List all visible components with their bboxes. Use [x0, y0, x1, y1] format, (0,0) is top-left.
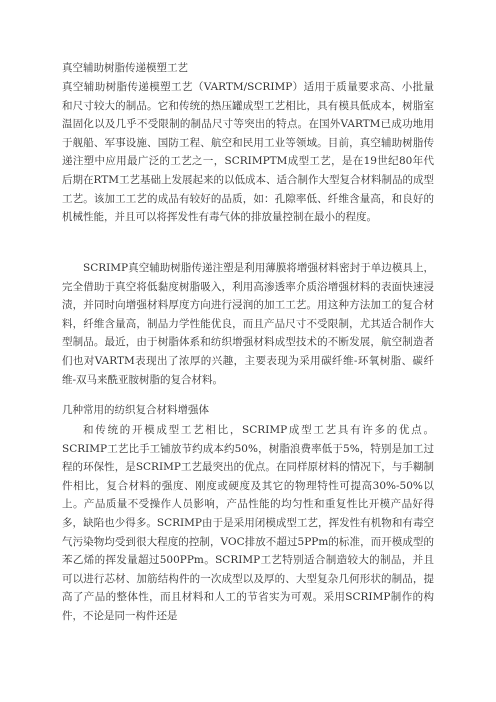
paragraph-3: 和传统的开模成型工艺相比，SCRIMP成型工艺具有许多的优点。SCRIMP工艺比手工铺放节约成本约50%，树脂浪费率低于5%，特别是加工过程的环保性，是SCRIMP工艺最突出的优点。在同样原材料的情况下，与手糊制件相比，复合材料的强度、刚度或硬度及其它的物理特性可提高30%-50%以上。产品质量不受操作人员影响，产品性能的均匀性和重复性比开模产品好得多，缺陷也少得多。SCRIMP由于是采用闭模成型工艺，挥发性有机物和有毒空气污染物均受到很大程度的控制，VOC排放不超过5PPm的标准，而开模成型的苯乙烯的挥发量超过500PPm。SCRIMP工艺特别适合制造较大的制品，并且可以进行芯材、加筋结构件的一次成型以及厚的、大型复杂几何形状的制品，提高了产品的整体性，而且材料和人工的节省实为可观。采用SCRIMP制作的构件，不论是同一构件还是 — [62, 424, 434, 622]
paragraph-2: SCRIMP真空辅助树脂传递注塑是利用薄膜将增强材料密封于单边模具上，完全借助于真空将低黏度树脂吸入，利用高渗透率介质浴增强材料的表面快速浸渍，并同时向增强材料厚度方向进行浸润的加工工艺。用这种方法加工的复合材料，纤维含量高，制品力学性能优良，而且产品尺寸不受限制，尤其适合制作大型制品。最近，由于树脂体系和纺织增强材料成型技术的不断发展，航空制造者们也对VARTM表现出了浓厚的兴趣，主要表现为采用碳纤维-环氧树脂、碳纤维-双马来酰亚胺树脂的复合材料。 — [62, 262, 434, 386]
paragraph-1: 真空辅助树脂传递模塑工艺（VARTM/SCRIMP）适用于质量要求高、小批量和尺寸较大的制品。它和传统的热压罐成型工艺相比，具有模具低成本，树脂室温固化以及几乎不受限制的制品尺寸等突出的特点。在国外VARTM已成功地用于舰船、军事设施、国防工程、航空和民用工业等领域。目前，真空辅助树脂传递注塑中应用最广泛的工艺之一，SCRIMPTM成型工艺，是在19世纪80年代后期在RTM工艺基础上发展起来的以低成本、适合制作大型复合材料制品的成型工艺。该加工工艺的成品有较好的品质，如：孔隙率低、纤维含量高，和良好的机械性能，并且可以将挥发性有毒气体的排放量控制在最小的程度。 — [62, 81, 434, 224]
document-title: 真空辅助树脂传递模塑工艺 — [62, 62, 188, 74]
section-subtitle: 几种常用的纺织复合材料增强体 — [62, 404, 209, 416]
